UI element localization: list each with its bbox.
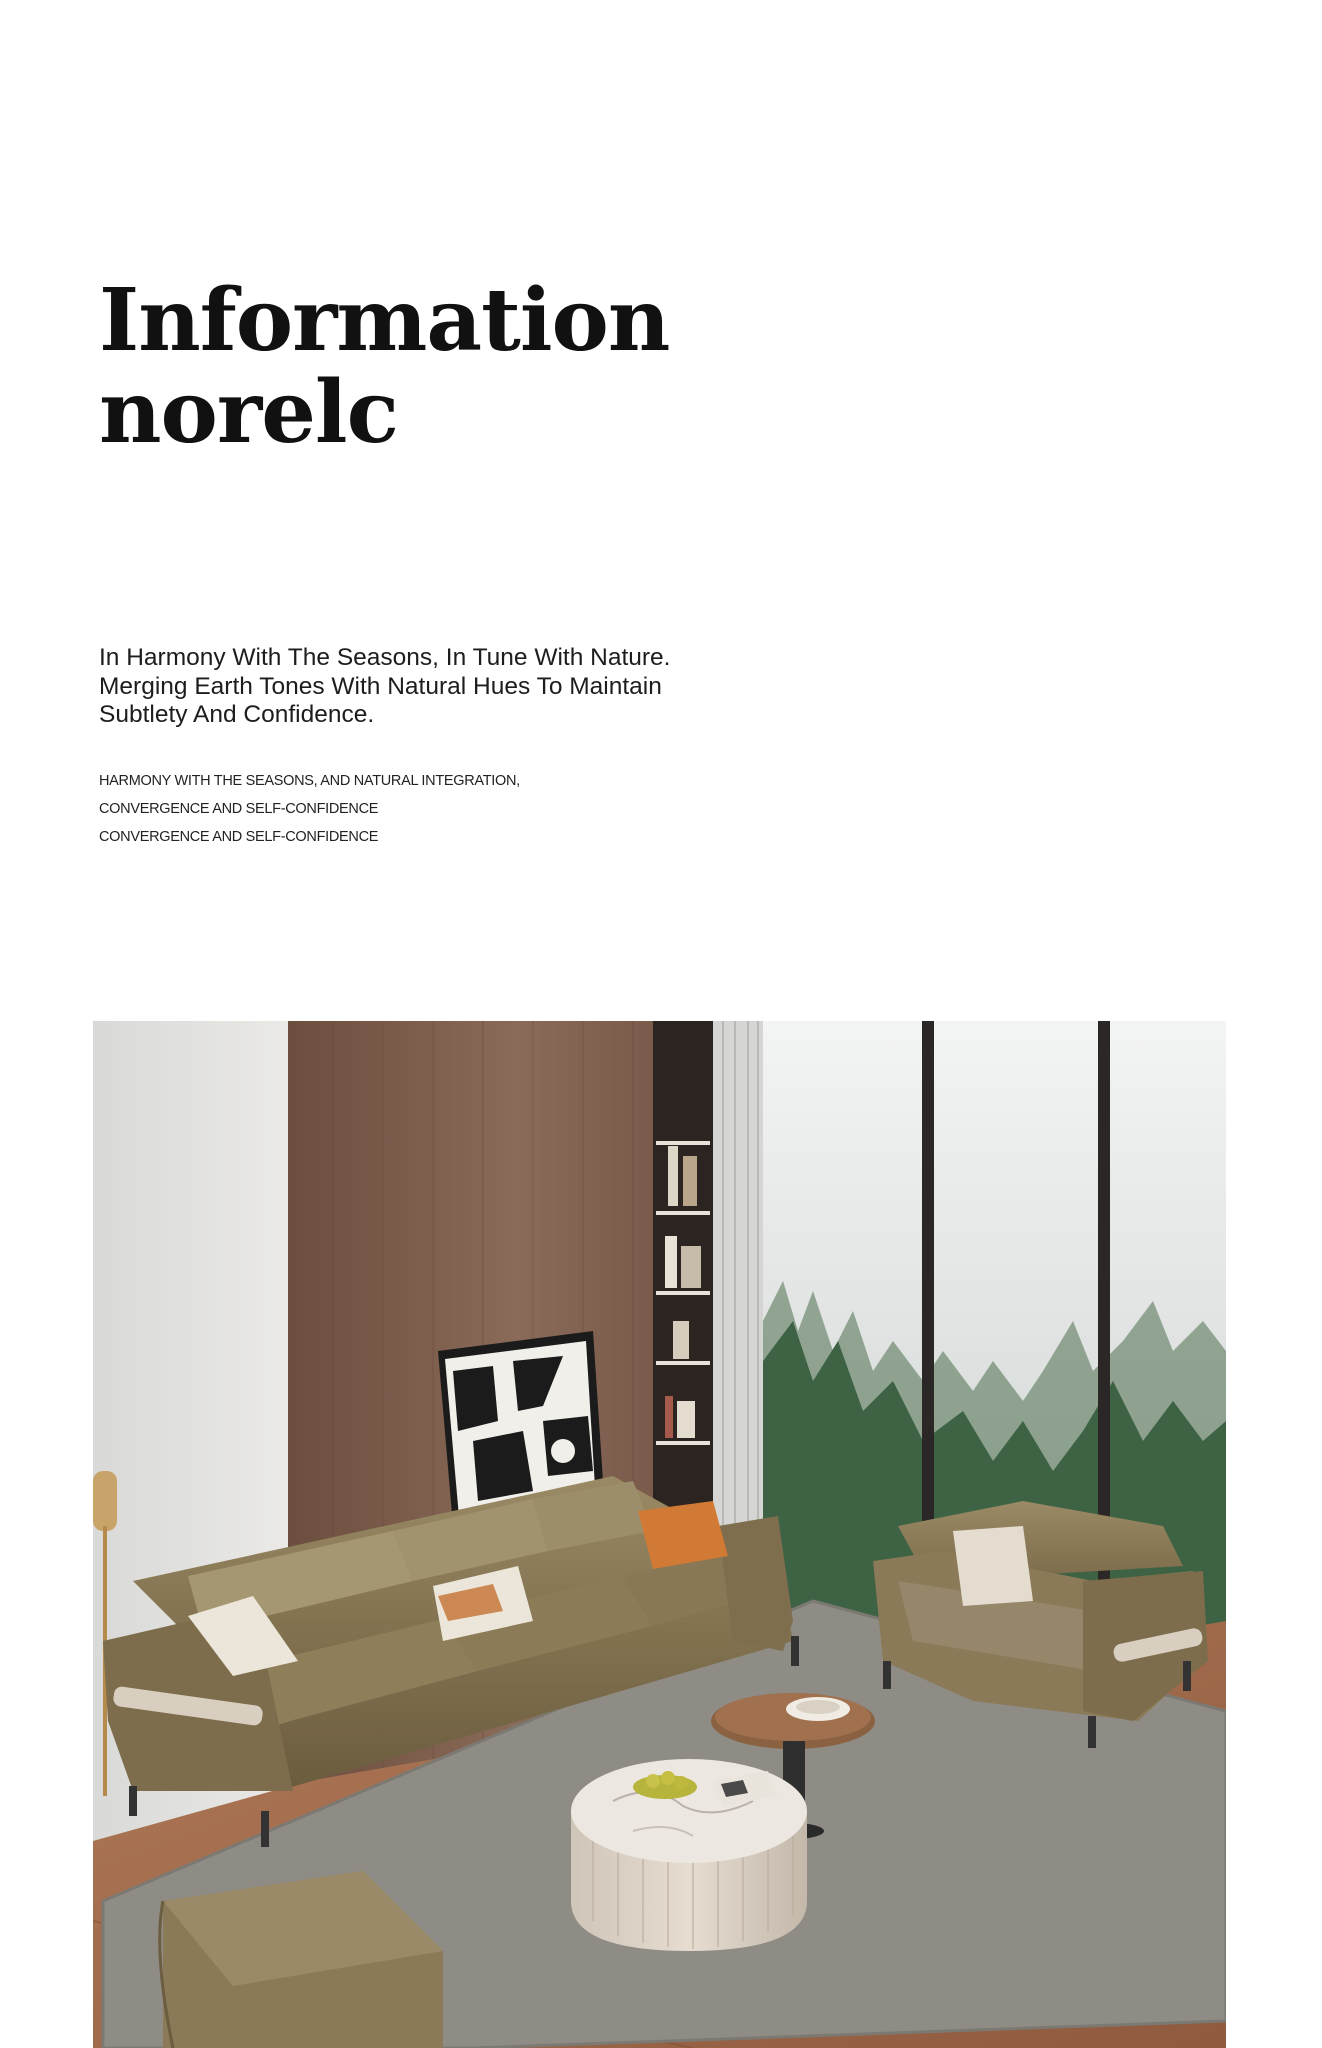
intro-paragraph [99,644,749,730]
caps-paragraph [99,767,520,851]
page-title-line-2: norelc [99,362,398,463]
intro-line-3: Subtlety And Confidence. [99,701,375,728]
intro-line-1: In Harmony With The Seasons, In Tune With Nature. [99,644,671,671]
caps-line-1: HARMONY WITH THE SEASONS, AND NATURAL INTEGRATION, [99,773,520,789]
living-room-illustration [93,1021,1226,2048]
caps-line-3: CONVERGENCE AND SELF-CONFIDENCE [99,829,379,845]
page-title [99,270,670,463]
intro-line-2: Merging Earth Tones With Natural Hues To Maintain [99,672,662,700]
curtain [713,1021,763,1581]
caps-line-2: CONVERGENCE AND SELF-CONFIDENCE [99,801,379,817]
floor-lamp [93,1471,117,1531]
page-title-line-1: Information [99,270,670,371]
coffee-table [571,1759,807,1951]
pillow-armchair [953,1526,1033,1606]
living-room-photo [93,1021,1226,2048]
